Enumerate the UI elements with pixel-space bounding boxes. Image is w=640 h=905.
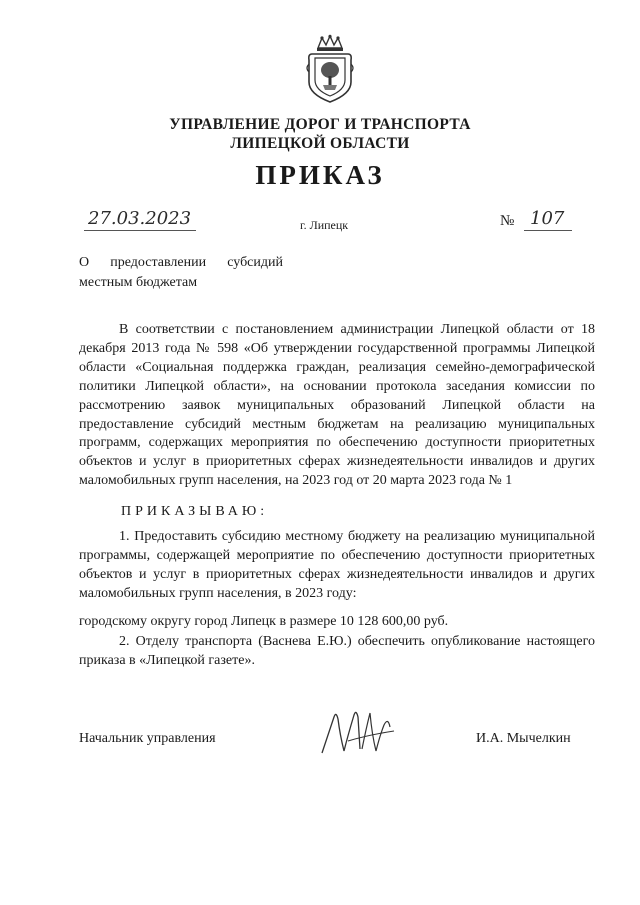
date-underline [84, 230, 196, 231]
document-title: ПРИКАЗ [255, 160, 385, 190]
handwritten-signature [318, 705, 398, 761]
subject-line1 [79, 253, 283, 273]
order-item-2: 2. Отделу транспорта (Васнева Е.Ю.) обеспечить опубликование настоящего приказа в «Липецкой газете». [79, 634, 595, 668]
order-item-1: 1. Предоставить субсидию местному бюджету на реализацию муниципальной программы, содержащей мероприятие по обеспечению доступности приоритетных объектов и услуг в приоритетных сферах жизнедеятельности инвалидов и других маломобильных групп населения, в 2023 году: [79, 529, 595, 601]
subject-word: субсидий [227, 255, 283, 270]
document-number: 107 [530, 208, 565, 229]
order-item-1-recipient: городскому округу город Липецк в размере 10 128 600,00 руб. [79, 614, 449, 629]
subject-word: О [79, 255, 90, 270]
order-keyword: ПРИКАЗЫВАЮ: [121, 504, 269, 519]
number-label: № [500, 213, 515, 229]
number-underline [524, 230, 572, 231]
document-subject [79, 253, 283, 293]
coat-of-arms-emblem [304, 34, 356, 106]
signatory-name: И.А. Мычелкин [476, 731, 571, 746]
document-date: 27.03.2023 [88, 208, 192, 229]
document-city: г. Липецк [300, 218, 349, 232]
subject-word: предоставлении [110, 255, 207, 270]
subject-line2: местным бюджетам [79, 275, 198, 290]
organization-name-line1: УПРАВЛЕНИЕ ДОРОГ И ТРАНСПОРТА [169, 116, 471, 133]
signatory-position: Начальник управления [79, 731, 216, 746]
preamble-paragraph: В соответствии с постановлением администрации Липецкой области от 18 декабря 2013 года № 598 «Об утверждении государственной программы Липецкой области «Социальная поддержка граждан, реализация семейно-демографической политики Липецкой области», на основании протокола заседания комиссии по рассмотрению заявок муниципальных образований Липецкой области на предоставление субсидий местным бюджетам на реализацию муниципальных программ, содержащих мероприятия по обеспечению доступности приоритетных объектов и услуг в приоритетных сферах жизнедеятельности инвалидов и других маломобильных групп населения, на 2023 год от 20 марта 2023 года № 1 [79, 322, 595, 489]
organization-name-line2: ЛИПЕЦКОЙ ОБЛАСТИ [230, 135, 410, 152]
